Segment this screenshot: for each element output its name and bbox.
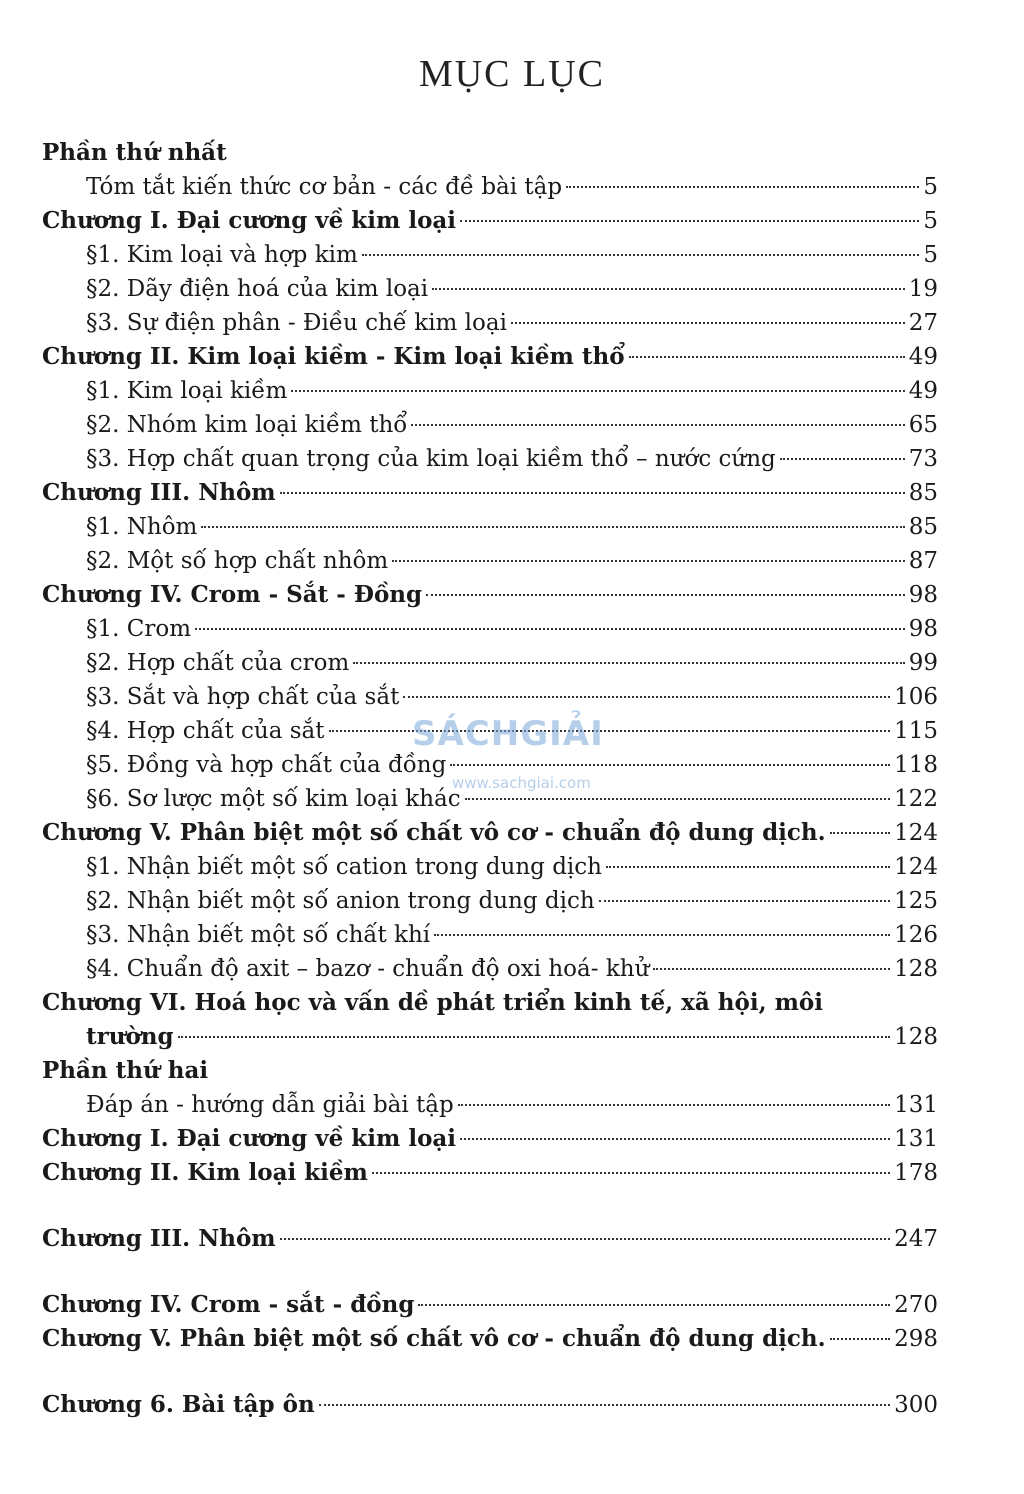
toc-page-number: 87 <box>908 548 938 574</box>
toc-section-entry[interactable] <box>42 544 938 578</box>
toc-entry-title: Đáp án - hướng dẫn giải bài tập <box>86 1092 454 1118</box>
toc-page-number: 128 <box>894 1024 938 1050</box>
toc-entry-title: §1. Nhận biết một số cation trong dung dịch <box>86 854 602 880</box>
toc-page-number: 122 <box>894 786 938 812</box>
toc-page-number: 247 <box>894 1226 938 1252</box>
dot-leader <box>629 356 905 358</box>
toc-section-entry[interactable] <box>42 850 938 884</box>
toc-entry-title: §1. Kim loại kiềm <box>86 378 288 404</box>
toc-section-entry[interactable] <box>42 612 938 646</box>
dot-leader <box>372 1172 890 1174</box>
toc-page-number: 124 <box>894 854 938 880</box>
toc-entry-title: §2. Dãy điện hoá của kim loại <box>86 276 429 302</box>
toc-entry-title: §2. Một số hợp chất nhôm <box>86 548 389 574</box>
toc-entry-title: §1. Crom <box>86 616 192 642</box>
toc-page-number: 49 <box>908 378 938 404</box>
toc-page-number: 128 <box>894 956 938 982</box>
watermark-text: SÁCHGIẢI <box>412 714 604 754</box>
toc-page-number: 178 <box>894 1160 938 1186</box>
toc-page-number: 99 <box>908 650 938 676</box>
toc-chapter-entry[interactable] <box>42 1020 938 1054</box>
toc-entry-title: §4. Hợp chất của sắt <box>86 718 325 744</box>
toc-section-entry[interactable] <box>42 646 938 680</box>
dot-leader <box>353 662 904 664</box>
toc-page-number: 118 <box>894 752 938 778</box>
dot-leader <box>280 1238 890 1240</box>
dot-leader <box>362 254 920 256</box>
toc-page-number: 131 <box>894 1126 938 1152</box>
toc-page-number: 73 <box>908 446 938 472</box>
toc-entry-title: Chương I. Đại cương về kim loại <box>42 1125 457 1152</box>
toc-entry-title: §4. Chuẩn độ axit – bazơ - chuẩn độ oxi hoá- khử <box>86 956 650 982</box>
toc-page-number: 19 <box>908 276 938 302</box>
toc-page-number: 85 <box>908 514 938 540</box>
toc-section-entry[interactable] <box>42 374 938 408</box>
toc-entry-title: §3. Nhận biết một số chất khí <box>86 922 431 948</box>
toc-chapter-entry[interactable] <box>42 1388 938 1422</box>
dot-leader <box>418 1304 890 1306</box>
toc-entry-title: Chương III. Nhôm <box>42 1225 276 1252</box>
toc-page-number: 125 <box>894 888 938 914</box>
toc-chapter-entry[interactable] <box>42 1222 938 1256</box>
toc-page-number: 98 <box>908 616 938 642</box>
watermark-url: www.sachgiai.com <box>452 774 591 792</box>
dot-leader <box>201 526 904 528</box>
toc-chapter-entry[interactable] <box>42 578 938 612</box>
toc-section-entry[interactable] <box>42 952 938 986</box>
dot-leader <box>566 186 919 188</box>
dot-leader <box>460 1138 890 1140</box>
toc-entry-title: §3. Sự điện phân - Điều chế kim loại <box>86 310 507 336</box>
dot-leader <box>458 1104 890 1106</box>
toc-entry-title: Tóm tắt kiến thức cơ bản - các đề bài tập <box>86 174 563 200</box>
toc-entry-title: Chương V. Phân biệt một số chất vô cơ - chuẩn độ dung dịch. <box>42 819 826 846</box>
toc-entry-title: §2. Nhóm kim loại kiềm thổ <box>86 412 408 438</box>
toc-chapter-entry[interactable] <box>42 1156 938 1190</box>
spacer <box>42 1356 938 1388</box>
dot-leader <box>178 1036 890 1038</box>
toc-entry-title: Phần thứ nhất <box>42 139 227 166</box>
toc-chapter-entry[interactable] <box>42 476 938 510</box>
toc-section-entry[interactable] <box>42 782 938 816</box>
toc-chapter-entry[interactable] <box>42 204 938 238</box>
toc-page-number: 65 <box>908 412 938 438</box>
toc-entry-title: §3. Sắt và hợp chất của sắt <box>86 684 400 710</box>
toc-chapter-entry[interactable] <box>42 340 938 374</box>
dot-leader <box>426 594 905 596</box>
toc-entry-title: §2. Hợp chất của crom <box>86 650 350 676</box>
toc-page-number: 106 <box>894 684 938 710</box>
toc-section-entry[interactable] <box>42 306 938 340</box>
dot-leader <box>291 390 904 392</box>
dot-leader <box>830 1338 890 1340</box>
toc-chapter-entry[interactable] <box>42 1122 938 1156</box>
dot-leader <box>606 866 890 868</box>
dot-leader <box>465 798 890 800</box>
toc-entry-title: §1. Nhôm <box>86 514 198 540</box>
toc-entry-title: §5. Đồng và hợp chất của đồng <box>86 752 447 778</box>
toc-section-entry[interactable] <box>42 884 938 918</box>
toc-entry-title: Chương III. Nhôm <box>42 479 276 506</box>
toc-entry-title: Chương IV. Crom - sắt - đồng <box>42 1291 415 1318</box>
toc-section-entry[interactable] <box>42 918 938 952</box>
spacer <box>42 1190 938 1222</box>
toc-page-number: 5 <box>923 208 938 234</box>
table-of-contents <box>42 136 938 1422</box>
toc-entry-title: Chương II. Kim loại kiềm <box>42 1159 368 1186</box>
toc-page-number: 5 <box>923 242 938 268</box>
toc-chapter-entry[interactable] <box>42 816 938 850</box>
toc-section-entry[interactable] <box>42 1088 938 1122</box>
toc-section-entry[interactable] <box>42 170 938 204</box>
toc-chapter-entry[interactable] <box>42 1288 938 1322</box>
toc-section-entry[interactable] <box>42 714 938 748</box>
toc-chapter-entry[interactable] <box>42 1322 938 1356</box>
dot-leader <box>195 628 905 630</box>
toc-section-entry[interactable] <box>42 408 938 442</box>
toc-page-number: 27 <box>908 310 938 336</box>
toc-section-entry[interactable] <box>42 272 938 306</box>
toc-entry-title: Chương IV. Crom - Sắt - Đồng <box>42 581 423 608</box>
toc-entry-title: §3. Hợp chất quan trọng của kim loại kiềm thổ – nước cứng <box>86 446 776 472</box>
dot-leader <box>653 968 890 970</box>
toc-section-entry[interactable] <box>42 680 938 714</box>
toc-page-number: 298 <box>894 1326 938 1352</box>
dot-leader <box>403 696 890 698</box>
toc-section-entry[interactable] <box>42 442 938 476</box>
toc-page-number: 126 <box>894 922 938 948</box>
spacer <box>42 1256 938 1288</box>
toc-page-number: 5 <box>923 174 938 200</box>
dot-leader <box>830 832 890 834</box>
dot-leader <box>434 934 890 936</box>
toc-entry-title: Chương V. Phân biệt một số chất vô cơ - chuẩn độ dung dịch. <box>42 1325 826 1352</box>
toc-section-entry[interactable] <box>42 748 938 782</box>
toc-page-number: 270 <box>894 1292 938 1318</box>
dot-leader <box>280 492 905 494</box>
dot-leader <box>392 560 905 562</box>
toc-part-title[interactable] <box>42 1054 938 1088</box>
toc-page-number: 49 <box>908 344 938 370</box>
toc-section-entry[interactable] <box>42 238 938 272</box>
dot-leader <box>329 730 891 732</box>
dot-leader <box>460 220 919 222</box>
toc-entry-title: Chương II. Kim loại kiềm - Kim loại kiềm thổ <box>42 343 625 370</box>
toc-page-number: 98 <box>908 582 938 608</box>
toc-entry-title: Phần thứ hai <box>42 1057 209 1084</box>
toc-entry-title: trường <box>86 1023 174 1050</box>
toc-page-number: 85 <box>908 480 938 506</box>
toc-entry-title: Chương 6. Bài tập ôn <box>42 1391 315 1418</box>
toc-entry-title: §1. Kim loại và hợp kim <box>86 242 358 268</box>
toc-entry-title: Chương I. Đại cương về kim loại <box>42 207 457 234</box>
toc-page-number: 300 <box>894 1392 938 1418</box>
toc-entry-title: §6. Sơ lược một số kim loại khác <box>86 786 461 812</box>
toc-chapter-entry[interactable] <box>42 986 938 1020</box>
dot-leader <box>511 322 905 324</box>
dot-leader <box>780 458 905 460</box>
toc-page-number: 124 <box>894 820 938 846</box>
toc-part-title[interactable] <box>42 136 938 170</box>
page-title: MỤC LỤC <box>418 53 606 95</box>
toc-entry-title: §2. Nhận biết một số anion trong dung dịch <box>86 888 595 914</box>
toc-page-number: 115 <box>894 718 938 744</box>
toc-section-entry[interactable] <box>42 510 938 544</box>
dot-leader <box>432 288 905 290</box>
dot-leader <box>599 900 890 902</box>
dot-leader <box>450 764 890 766</box>
dot-leader <box>411 424 904 426</box>
dot-leader <box>319 1404 890 1406</box>
toc-page-number: 131 <box>894 1092 938 1118</box>
toc-entry-title: Chương VI. Hoá học và vấn dề phát triển kinh tế, xã hội, môi <box>42 989 824 1016</box>
